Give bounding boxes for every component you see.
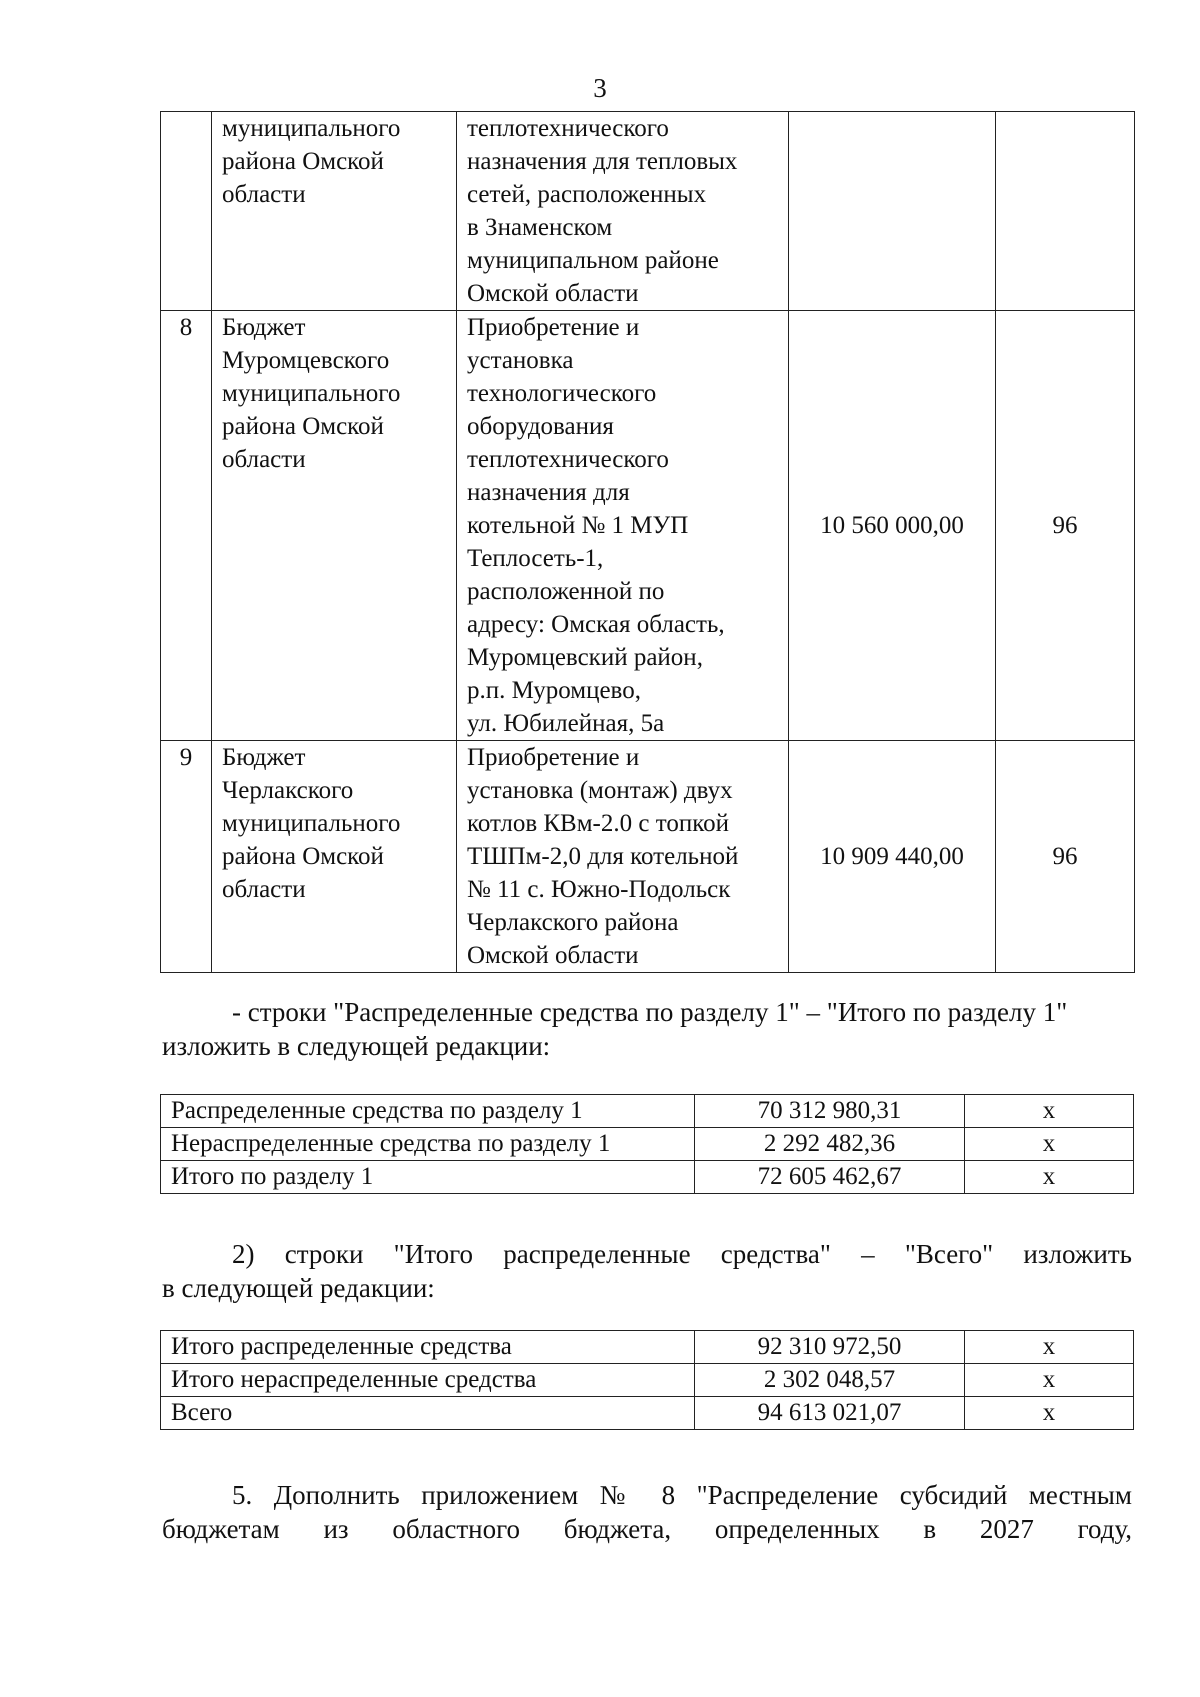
- table-row: [161, 1128, 1134, 1161]
- amount-cell: [789, 112, 996, 311]
- budget-recipient-cell: муниципального района Омской области: [212, 112, 457, 311]
- paragraph-line: бюджетам из областного бюджета, определенных в 2027 году,: [162, 1514, 1132, 1544]
- label-cell: Итого распределенные средства: [161, 1331, 695, 1364]
- amendment-paragraph-1: [162, 995, 1132, 1063]
- percent-cell: [996, 112, 1135, 311]
- label-cell: Итого нераспределенные средства: [161, 1364, 695, 1397]
- table-row: [161, 1397, 1134, 1430]
- label-cell: Всего: [161, 1397, 695, 1430]
- amount-cell: 94 613 021,07: [695, 1397, 965, 1430]
- grand-totals-table: [160, 1330, 1134, 1430]
- paragraph-line: изложить в следующей редакции:: [162, 1031, 551, 1061]
- amount-cell: 2 302 048,57: [695, 1364, 965, 1397]
- amount-cell: 92 310 972,50: [695, 1331, 965, 1364]
- mark-cell: х: [965, 1397, 1134, 1430]
- paragraph-line: 2) строки "Итого распределенные средства" – "Всего" изложить: [232, 1239, 1132, 1269]
- amendment-paragraph-2: [162, 1237, 1132, 1305]
- subsidy-distribution-table: [160, 111, 1135, 973]
- section-totals-table: [160, 1094, 1134, 1194]
- table-row: [161, 1364, 1134, 1397]
- mark-cell: х: [965, 1331, 1134, 1364]
- amount-cell: 10 909 440,00: [789, 741, 996, 973]
- table-row: [161, 112, 1135, 311]
- page-number: 3: [593, 73, 607, 103]
- budget-recipient-cell: Бюджет Черлакского муниципального района Омской области: [212, 741, 457, 973]
- table-row: [161, 1095, 1134, 1128]
- amount-cell: 70 312 980,31: [695, 1095, 965, 1128]
- mark-cell: х: [965, 1128, 1134, 1161]
- amount-cell: 2 292 482,36: [695, 1128, 965, 1161]
- paragraph-line: 5. Дополнить приложением № 8 "Распределение субсидий местным: [232, 1480, 1132, 1510]
- table-row: [161, 741, 1135, 973]
- purpose-cell: Приобретение и установка (монтаж) двух котлов КВм-2.0 с топкой ТШПм-2,0 для котельной № 11 с. Южно-Подольск Черлакского района Омской области: [457, 741, 789, 973]
- paragraph-line: - строки "Распределенные средства по разделу 1" – "Итого по разделу 1": [232, 997, 1068, 1027]
- table-row: [161, 1331, 1134, 1364]
- paragraph-line: в следующей редакции:: [162, 1273, 435, 1303]
- table-row: [161, 311, 1135, 741]
- percent-cell: 96: [996, 741, 1135, 973]
- label-cell: Распределенные средства по разделу 1: [161, 1095, 695, 1128]
- amendment-paragraph-3: [162, 1478, 1132, 1546]
- table-row: [161, 1161, 1134, 1194]
- label-cell: Итого по разделу 1: [161, 1161, 695, 1194]
- mark-cell: х: [965, 1364, 1134, 1397]
- purpose-cell: теплотехнического назначения для тепловых сетей, расположенных в Знаменском муниципальном районе Омской области: [457, 112, 789, 311]
- budget-recipient-cell: Бюджет Муромцевского муниципального района Омской области: [212, 311, 457, 741]
- label-cell: Нераспределенные средства по разделу 1: [161, 1128, 695, 1161]
- amount-cell: 72 605 462,67: [695, 1161, 965, 1194]
- purpose-cell: Приобретение и установка технологического оборудования теплотехнического назначения для котельной № 1 МУП Теплосеть-1, расположенной по адресу: Омская область, Муромцевский район, р.п. Муромцево, ул. Юбилейная, 5а: [457, 311, 789, 741]
- percent-cell: 96: [996, 311, 1135, 741]
- mark-cell: х: [965, 1161, 1134, 1194]
- mark-cell: х: [965, 1095, 1134, 1128]
- row-number-cell: 9: [161, 741, 212, 973]
- row-number-cell: 8: [161, 311, 212, 741]
- amount-cell: 10 560 000,00: [789, 311, 996, 741]
- row-number-cell: [161, 112, 212, 311]
